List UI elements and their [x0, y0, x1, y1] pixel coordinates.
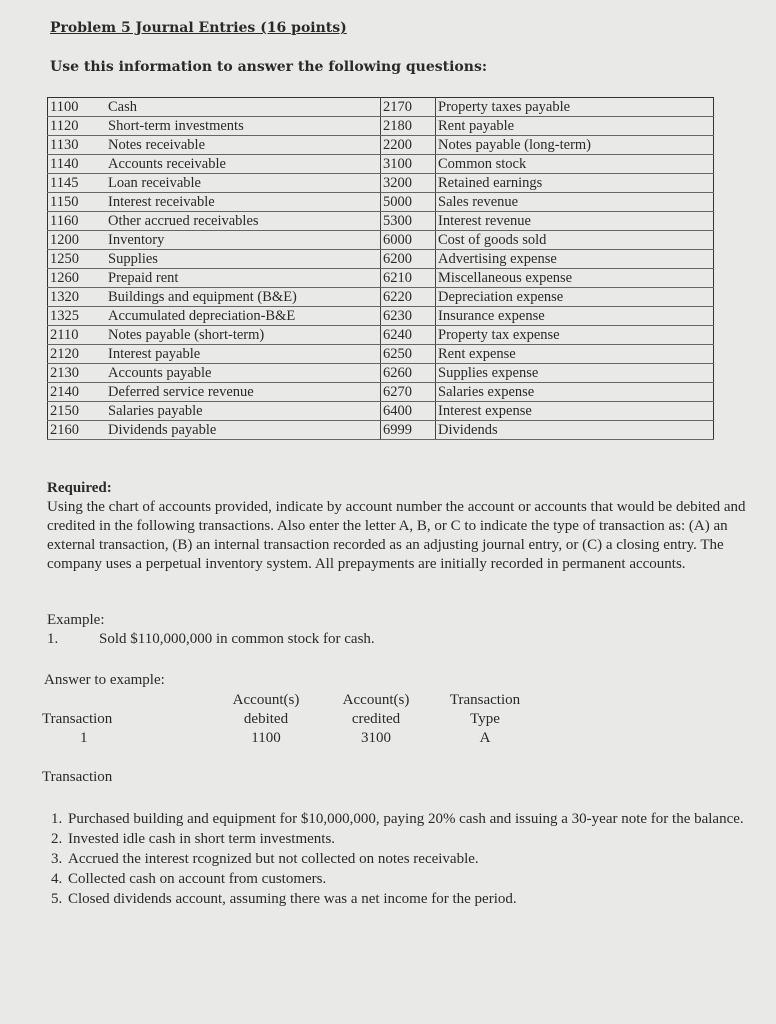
list-item: 1. Purchased building and equipment for $10,000,000, paying 20% cash and issuing a 30-year note for the balance. — [66, 809, 776, 829]
account-name: Notes receivable — [106, 136, 381, 155]
answer-credited-column — [332, 691, 420, 748]
account-number: 6250 — [381, 345, 436, 364]
answer-transaction-value: 1 — [80, 730, 88, 746]
table-row — [48, 136, 714, 155]
account-number: 6220 — [381, 288, 436, 307]
account-number: 2170 — [381, 98, 436, 117]
account-number: 1140 — [48, 155, 107, 174]
account-number: 3200 — [381, 174, 436, 193]
account-number: 6999 — [381, 421, 436, 440]
account-number: 3100 — [381, 155, 436, 174]
account-number: 6240 — [381, 326, 436, 345]
table-row — [48, 307, 714, 326]
account-name: Miscellaneous expense — [436, 269, 714, 288]
account-number: 1325 — [48, 307, 107, 326]
account-name: Notes payable (short-term) — [106, 326, 381, 345]
account-number: 2120 — [48, 345, 107, 364]
required-heading: Required: — [47, 480, 112, 496]
account-name: Supplies expense — [436, 364, 714, 383]
account-number: 1320 — [48, 288, 107, 307]
answer-type-label-1: Transaction — [449, 692, 521, 708]
table-row — [48, 402, 714, 421]
answer-credited-label-1: Account(s) — [342, 692, 410, 708]
example-line — [47, 631, 375, 648]
table-row — [48, 288, 714, 307]
account-name: Sales revenue — [436, 193, 714, 212]
account-number: 5000 — [381, 193, 436, 212]
account-name: Interest receivable — [106, 193, 381, 212]
table-row — [48, 326, 714, 345]
example-text: Sold $110,000,000 in common stock for cash. — [99, 631, 375, 647]
required-text: Using the chart of accounts provided, indicate by account number the account or accounts that would be debited and credited in the following transactions. Also enter the letter A, B, or C to indicate the type of transaction as: (A) an external transaction, (B) an internal transaction recorded as an adjusting journal entry, or (C) a closing entry. The company uses a perpetual inventory system. All prepayments are initially recorded in permanent accounts. — [47, 499, 746, 572]
account-name: Inventory — [106, 231, 381, 250]
account-name: Deferred service revenue — [106, 383, 381, 402]
table-row — [48, 269, 714, 288]
account-name: Common stock — [436, 155, 714, 174]
answer-credited-label-2: credited — [351, 711, 401, 727]
account-name: Other accrued receivables — [106, 212, 381, 231]
account-number: 2180 — [381, 117, 436, 136]
table-row — [48, 383, 714, 402]
answer-transaction-column — [42, 710, 112, 748]
account-number: 1200 — [48, 231, 107, 250]
account-name: Salaries payable — [106, 402, 381, 421]
example-heading: Example: — [47, 612, 105, 628]
account-name: Rent expense — [436, 345, 714, 364]
answer-type-label-2: Type — [470, 711, 500, 727]
account-name: Rent payable — [436, 117, 714, 136]
table-row — [48, 98, 714, 117]
account-name: Advertising expense — [436, 250, 714, 269]
account-name: Buildings and equipment (B&E) — [106, 288, 381, 307]
example-number: 1. — [47, 631, 59, 647]
list-item: 2. Invested idle cash in short term investments. — [66, 829, 776, 849]
answer-type-column — [440, 691, 530, 748]
account-name: Salaries expense — [436, 383, 714, 402]
account-number: 1160 — [48, 212, 107, 231]
account-name: Interest payable — [106, 345, 381, 364]
account-name: Interest expense — [436, 402, 714, 421]
account-name: Dividends payable — [106, 421, 381, 440]
account-name: Insurance expense — [436, 307, 714, 326]
account-name: Dividends — [436, 421, 714, 440]
account-name: Accumulated depreciation-B&E — [106, 307, 381, 326]
answer-heading: Answer to example: — [44, 672, 165, 688]
account-number: 6270 — [381, 383, 436, 402]
account-number: 1100 — [48, 98, 107, 117]
account-name: Prepaid rent — [106, 269, 381, 288]
table-row — [48, 421, 714, 440]
account-number: 6260 — [381, 364, 436, 383]
account-name: Accounts receivable — [106, 155, 381, 174]
account-name: Cash — [106, 98, 381, 117]
account-name: Depreciation expense — [436, 288, 714, 307]
account-number: 5300 — [381, 212, 436, 231]
account-name: Short-term investments — [106, 117, 381, 136]
account-number: 1120 — [48, 117, 107, 136]
account-name: Notes payable (long-term) — [436, 136, 714, 155]
account-number: 6230 — [381, 307, 436, 326]
answer-debited-column — [222, 691, 310, 748]
transaction-heading: Transaction — [42, 769, 113, 785]
account-name: Loan receivable — [106, 174, 381, 193]
account-number: 6210 — [381, 269, 436, 288]
account-number: 6400 — [381, 402, 436, 421]
answer-debited-label-1: Account(s) — [232, 692, 300, 708]
list-item: 3. Accrued the interest rcognized but not collected on notes receivable. — [66, 849, 776, 869]
account-number: 1260 — [48, 269, 107, 288]
account-name: Cost of goods sold — [436, 231, 714, 250]
list-item: 5. Closed dividends account, assuming there was a net income for the period. — [66, 889, 776, 909]
account-number: 1150 — [48, 193, 107, 212]
chart-of-accounts-table — [47, 97, 714, 440]
answer-credited-value: 3100 — [361, 730, 391, 746]
account-name: Supplies — [106, 250, 381, 269]
account-number: 1145 — [48, 174, 107, 193]
account-number: 1130 — [48, 136, 107, 155]
table-row — [48, 155, 714, 174]
table-row — [48, 117, 714, 136]
answer-debited-label-2: debited — [243, 711, 289, 727]
account-name: Property tax expense — [436, 326, 714, 345]
account-number: 2110 — [48, 326, 107, 345]
table-row — [48, 174, 714, 193]
table-row — [48, 250, 714, 269]
account-name: Property taxes payable — [436, 98, 714, 117]
account-number: 1250 — [48, 250, 107, 269]
account-number: 2130 — [48, 364, 107, 383]
account-number: 6200 — [381, 250, 436, 269]
table-row — [48, 193, 714, 212]
instructions-subtitle: Use this information to answer the following questions: — [50, 59, 487, 75]
table-row — [48, 212, 714, 231]
answer-transaction-label: Transaction — [42, 711, 113, 727]
table-row — [48, 231, 714, 250]
table-row — [48, 345, 714, 364]
account-name: Accounts payable — [106, 364, 381, 383]
account-number: 2160 — [48, 421, 107, 440]
account-number: 6000 — [381, 231, 436, 250]
account-number: 2200 — [381, 136, 436, 155]
list-item: 4. Collected cash on account from customers. — [66, 869, 776, 889]
transaction-list — [40, 809, 776, 909]
account-number: 2150 — [48, 402, 107, 421]
account-name: Interest revenue — [436, 212, 714, 231]
problem-title: Problem 5 Journal Entries (16 points) — [50, 20, 347, 36]
account-name: Retained earnings — [436, 174, 714, 193]
answer-type-value: A — [479, 730, 491, 746]
account-number: 2140 — [48, 383, 107, 402]
answer-debited-value: 1100 — [251, 730, 281, 746]
table-row — [48, 364, 714, 383]
